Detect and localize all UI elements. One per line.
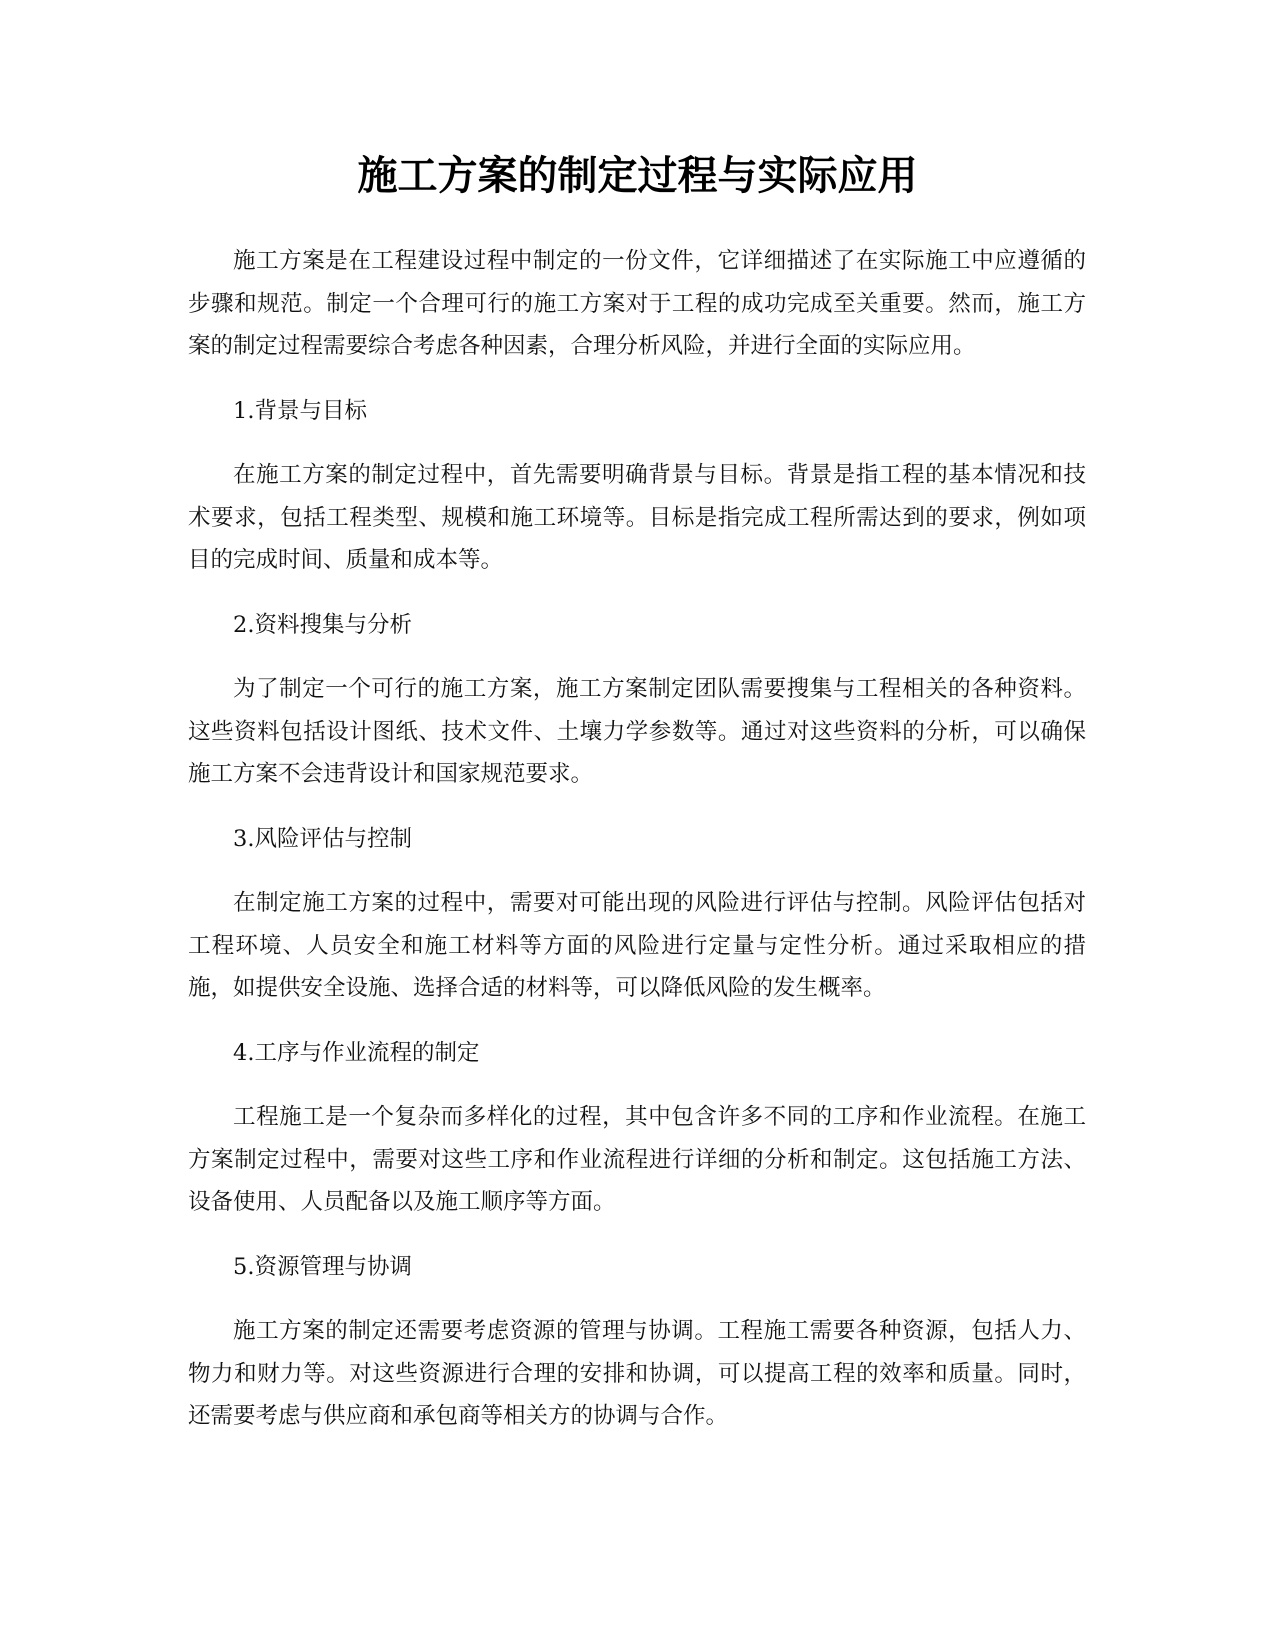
section-paragraph-5: 施工方案的制定还需要考虑资源的管理与协调。工程施工需要各种资源，包括人力、物力和财力等。对这些资源进行合理的安排和协调，可以提高工程的效率和质量。同时，还需要考虑与供应商和承包商等相关方的协调与合作。: [188, 1318, 1086, 1429]
section-paragraph-1: 在施工方案的制定过程中，首先需要明确背景与目标。背景是指工程的基本情况和技术要求，包括工程类型、规模和施工环境等。目标是指完成工程所需达到的要求，例如项目的完成时间、质量和成本等。: [188, 462, 1086, 573]
section-paragraph-3: 在制定施工方案的过程中，需要对可能出现的风险进行评估与控制。风险评估包括对工程环境、人员安全和施工材料等方面的风险进行定量与定性分析。通过采取相应的措施，如提供安全设施、选择合适的材料等，可以降低风险的发生概率。: [188, 890, 1086, 1001]
document-body: [188, 240, 1086, 1460]
section-heading-5: 5.资源管理与协调: [233, 1253, 412, 1280]
section-paragraph-4: 工程施工是一个复杂而多样化的过程，其中包含许多不同的工序和作业流程。在施工方案制定过程中，需要对这些工序和作业流程进行详细的分析和制定。这包括施工方法、设备使用、人员配备以及施工顺序等方面。: [188, 1104, 1086, 1215]
document-title: 施工方案的制定过程与实际应用: [357, 153, 918, 199]
section-heading-4: 4.工序与作业流程的制定: [233, 1039, 480, 1066]
section-heading-1: 1.背景与目标: [233, 397, 367, 424]
section-heading-2: 2.资料搜集与分析: [233, 611, 412, 638]
intro-paragraph: 施工方案是在工程建设过程中制定的一份文件，它详细描述了在实际施工中应遵循的步骤和规范。制定一个合理可行的施工方案对于工程的成功完成至关重要。然而，施工方案的制定过程需要综合考虑各种因素，合理分析风险，并进行全面的实际应用。: [188, 248, 1086, 359]
section-paragraph-2: 为了制定一个可行的施工方案，施工方案制定团队需要搜集与工程相关的各种资料。这些资料包括设计图纸、技术文件、土壤力学参数等。通过对这些资料的分析，可以确保施工方案不会违背设计和国家规范要求。: [188, 676, 1086, 787]
section-heading-3: 3.风险评估与控制: [233, 825, 412, 852]
